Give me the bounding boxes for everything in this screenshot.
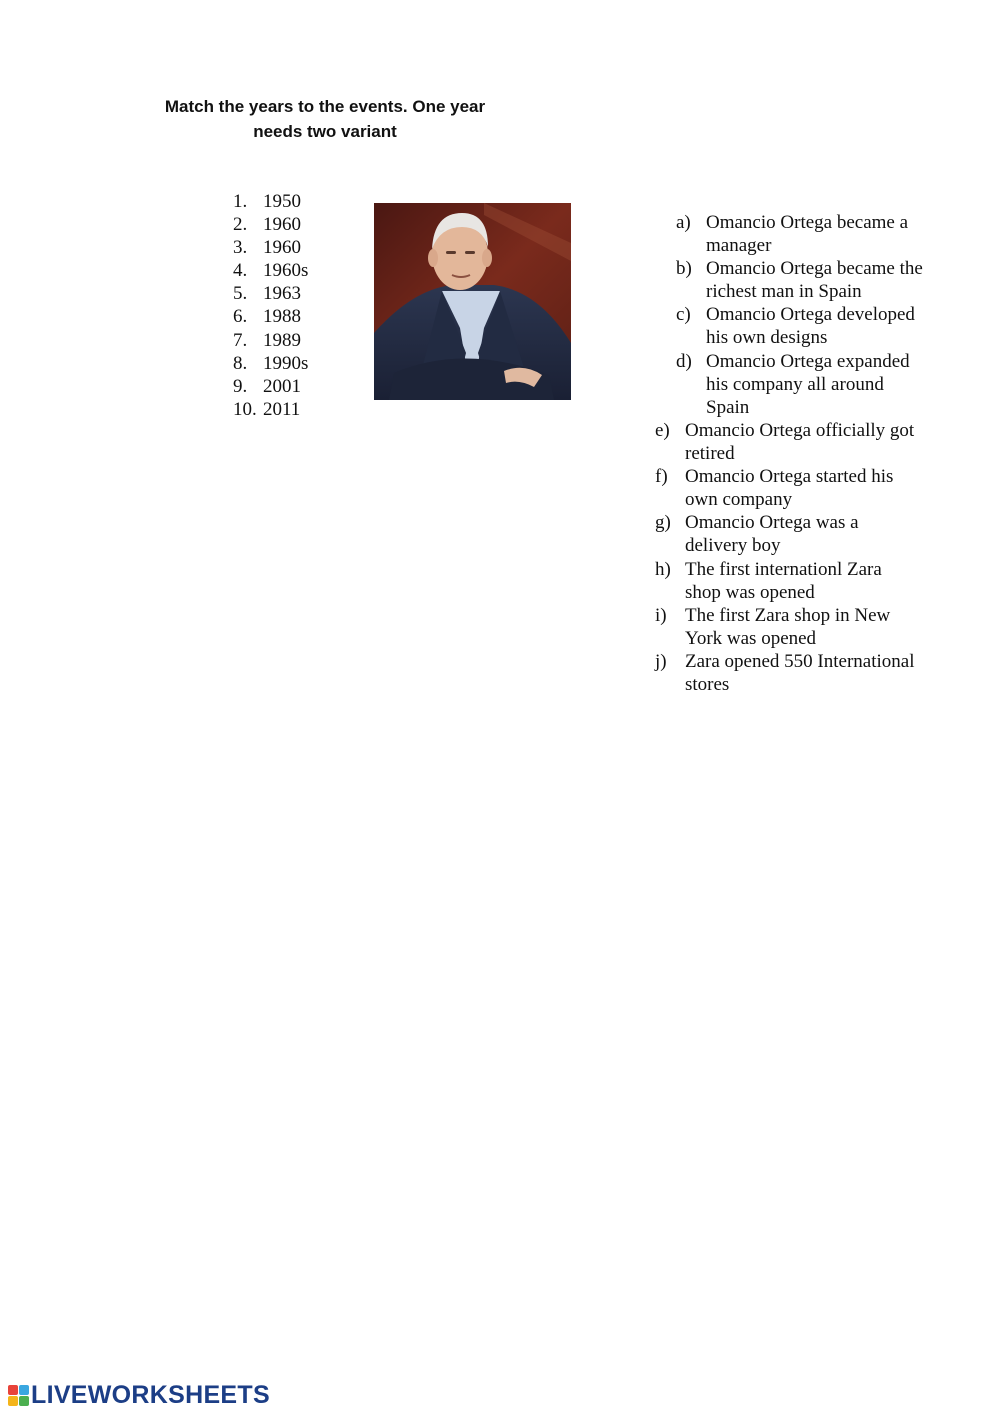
- event-text: Omancio Ortega officially got retired: [685, 420, 915, 465]
- logo-block-blue: [19, 1385, 29, 1395]
- event-text: Omancio Ortega started his own company: [685, 466, 894, 511]
- year-number: 8.: [233, 352, 248, 374]
- worksheet-title: [130, 94, 520, 144]
- year-item: [233, 259, 308, 282]
- year-item: [233, 352, 308, 375]
- event-item: [655, 511, 915, 557]
- year-number: 3.: [233, 237, 248, 259]
- year-item: [233, 213, 308, 236]
- event-label: g): [655, 512, 671, 534]
- year-number: 6.: [233, 306, 248, 328]
- event-item: [676, 211, 928, 257]
- year-value: 1950: [263, 191, 301, 212]
- event-text: Omancio Ortega became a manager: [706, 212, 909, 257]
- logo-blocks-icon: [8, 1385, 29, 1406]
- event-text: The first internationl Zara shop was opened: [685, 558, 882, 603]
- year-item: [233, 305, 308, 328]
- year-number: 7.: [233, 329, 248, 351]
- year-number: 2.: [233, 214, 248, 236]
- event-item: [655, 650, 915, 696]
- title-line-1: Match the years to the events. One year: [164, 97, 486, 116]
- year-value: 1990s: [263, 352, 309, 374]
- year-value: 2011: [263, 398, 301, 420]
- year-value: 2001: [263, 375, 301, 397]
- year-value: 1989: [263, 329, 301, 351]
- brand-name: LIVEWORKSHEETS: [31, 1381, 270, 1409]
- event-text: Omancio Ortega became the richest man in Spain: [706, 258, 923, 303]
- year-number: 9.: [233, 375, 248, 397]
- event-item: [676, 257, 928, 303]
- event-label: b): [676, 258, 692, 280]
- year-number: 5.: [233, 283, 248, 305]
- event-item: [655, 419, 915, 465]
- year-item: [233, 282, 308, 305]
- year-value: 1988: [263, 306, 301, 328]
- event-item: [655, 465, 915, 511]
- event-item: [655, 558, 915, 604]
- year-number: 1.: [233, 191, 248, 212]
- event-label: d): [676, 350, 692, 372]
- year-value: 1960: [263, 214, 301, 236]
- year-item: [233, 375, 308, 398]
- year-item: [233, 236, 308, 259]
- event-label: i): [655, 604, 667, 626]
- event-label: f): [655, 466, 668, 488]
- event-label: e): [655, 420, 670, 441]
- events-list-a-d: [676, 211, 928, 419]
- year-number: 10.: [233, 398, 257, 420]
- year-value: 1963: [263, 283, 301, 305]
- year-item: [233, 190, 308, 213]
- event-label: j): [655, 650, 667, 672]
- event-text: Omancio Ortega expanded his company all around Spain: [706, 350, 910, 418]
- portrait-photo: [374, 203, 571, 400]
- liveworksheets-logo[interactable]: [8, 1381, 270, 1410]
- year-item: [233, 398, 308, 421]
- title-line-2: needs two variant: [253, 122, 397, 141]
- event-text: Zara opened 550 International stores: [685, 650, 915, 696]
- logo-block-green: [19, 1396, 29, 1406]
- event-item: [655, 604, 915, 650]
- event-text: The first Zara shop in New York was opened: [685, 604, 891, 649]
- events-list-e-j: [655, 419, 915, 696]
- years-list: [233, 190, 308, 421]
- year-item: [233, 329, 308, 352]
- event-label: h): [655, 558, 671, 580]
- event-label: a): [676, 212, 691, 233]
- logo-block-red: [8, 1385, 18, 1395]
- logo-block-yellow: [8, 1396, 18, 1406]
- event-item: [676, 350, 928, 419]
- year-value: 1960s: [263, 260, 309, 282]
- year-value: 1960: [263, 237, 301, 259]
- event-label: c): [676, 304, 691, 326]
- event-item: [676, 303, 928, 349]
- event-text: Omancio Ortega was a delivery boy: [685, 512, 859, 557]
- event-text: Omancio Ortega developed his own designs: [706, 304, 915, 349]
- year-number: 4.: [233, 260, 248, 282]
